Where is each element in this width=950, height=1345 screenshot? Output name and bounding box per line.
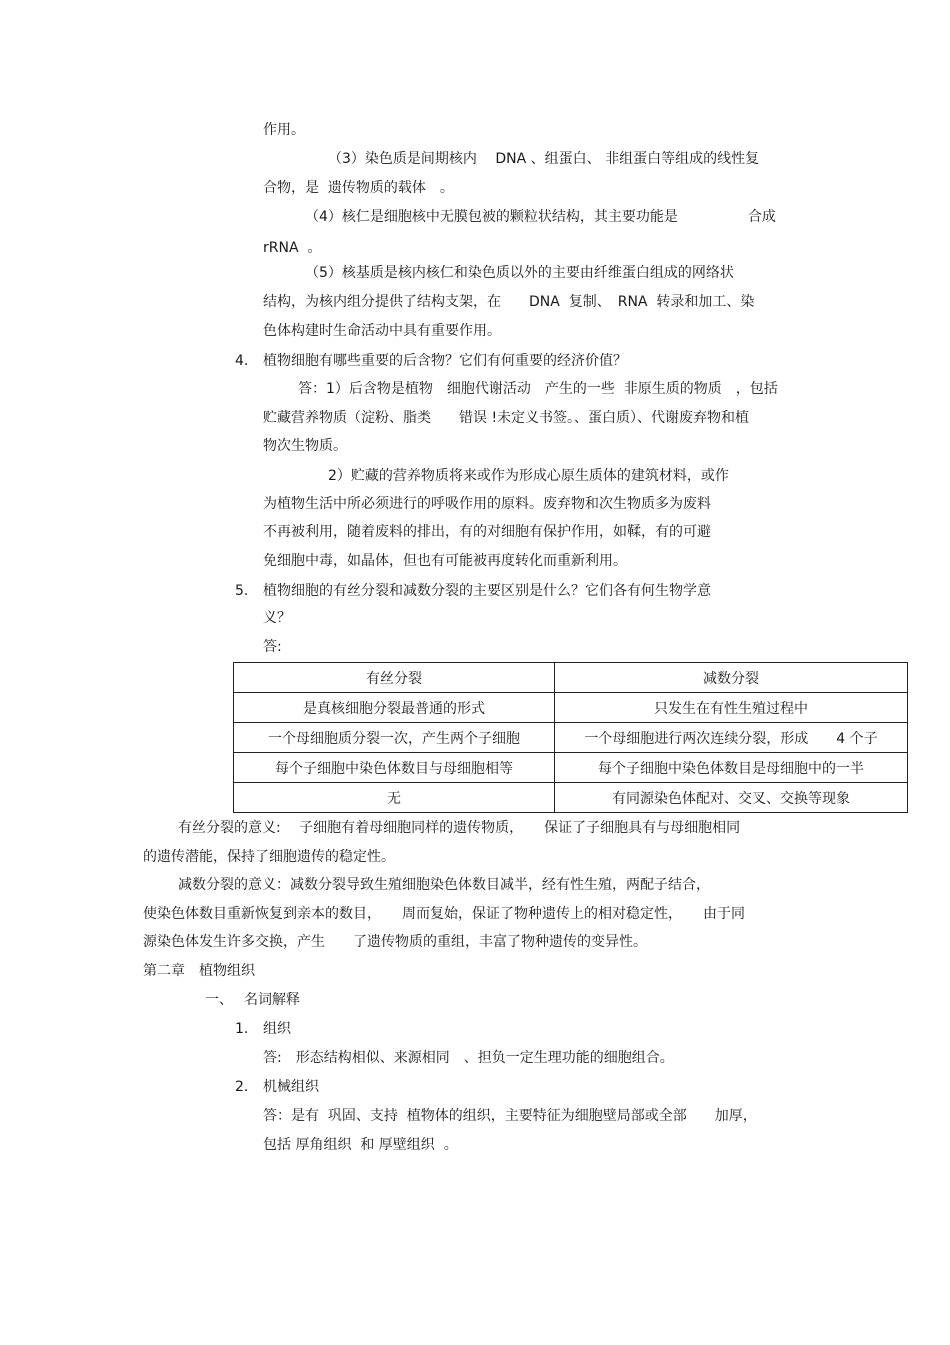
table-cell: 无: [234, 783, 555, 813]
paragraph-line: （5）核基质是核内核仁和染色质以外的主要由纤维蛋白组成的网络状: [305, 265, 734, 281]
table-row: [234, 723, 908, 753]
term-title: 机械组织: [263, 1079, 319, 1095]
answer-line: 不再被利用，随着废料的排出，有的对细胞有保护作用，如鞣，有的可避: [263, 524, 711, 540]
table-cell: 是真核细胞分裂最普通的形式: [234, 693, 555, 723]
paragraph-line: 结构，为核内组分提供了结构支架，在 DNA 复制、 RNA 转录和加工、染: [263, 294, 755, 310]
answer-line: 包括 厚角组织 和 厚壁组织 。: [263, 1137, 458, 1153]
answer-label: 答:: [263, 639, 282, 655]
table-cell: 一个母细胞质分裂一次，产生两个子细胞: [234, 723, 555, 753]
question-number: 4.: [235, 353, 249, 369]
section-heading: 名词解释: [244, 992, 300, 1008]
term-title: 组织: [263, 1021, 291, 1037]
answer-line: 2）贮藏的营养物质将来或作为形成心原生质体的建筑材料，或作: [328, 468, 729, 484]
paragraph-line: （3）染色质是间期核内 DNA 、组蛋白、 非组蛋白等组成的线性复: [328, 151, 760, 167]
table-row: [234, 753, 908, 783]
paragraph-line: 合物，是 遗传物质的载体 。: [263, 180, 454, 196]
table-header-row: [234, 663, 908, 693]
question-text: 义？: [263, 610, 291, 626]
paragraph-line: rRNA 。: [263, 240, 322, 256]
section-number: 一、: [205, 992, 233, 1008]
paragraph-line: 的遗传潜能，保持了细胞遗传的稳定性。: [143, 849, 395, 865]
table-cell: 只发生在有性生殖过程中: [555, 693, 908, 723]
paragraph-line: 减数分裂的意义：减数分裂导致生殖细胞染色体数目减半，经有性生殖，两配子结合，: [178, 877, 710, 893]
table-header: 减数分裂: [555, 663, 908, 693]
table-cell: 每个子细胞中染色体数目是母细胞中的一半: [555, 753, 908, 783]
question-number: 5.: [235, 583, 249, 599]
answer-line: 贮藏营养物质（淀粉、脂类 错误 !未定义书签。、蛋白质）、代谢废弃物和植: [263, 410, 750, 426]
paragraph-line: 有丝分裂的意义: 子细胞有着母细胞同样的遗传物质， 保证了子细胞具有与母细胞相同: [178, 820, 741, 836]
table-cell: 有同源染色体配对、交叉、交换等现象: [555, 783, 908, 813]
answer-line: 为植物生活中所必须进行的呼吸作用的原料。废弃物和次生物质多为废料: [263, 496, 711, 512]
table-cell: 一个母细胞进行两次连续分裂，形成 4 个子: [555, 723, 908, 753]
table-header: 有丝分裂: [234, 663, 555, 693]
comparison-table: [233, 662, 908, 813]
table-row: [234, 783, 908, 813]
chapter-heading: 第二章 植物组织: [143, 963, 255, 979]
paragraph-line: 作用。: [263, 122, 305, 138]
table-cell: 每个子细胞中染色体数目与母细胞相等: [234, 753, 555, 783]
table-row: [234, 693, 908, 723]
answer-line: 免细胞中毒，如晶体，但也有可能被再度转化而重新利用。: [263, 553, 627, 569]
answer-line: 答: 形态结构相似、来源相同 、担负一定生理功能的细胞组合。: [263, 1050, 674, 1066]
answer-line: 答：是有 巩固、支持 植物体的组织，主要特征为细胞壁局部或全部 加厚，: [263, 1108, 757, 1124]
paragraph-line: （4）核仁是细胞核中无膜包被的颗粒状结构，其主要功能是 合成: [305, 209, 776, 225]
paragraph-line: 色体构建时生命活动中具有重要作用。: [263, 323, 501, 339]
term-number: 1.: [235, 1021, 249, 1037]
answer-line: 答：1）后含物是植物 细胞代谢活动 产生的一些 非原生质的物质 ，包括: [298, 381, 778, 397]
question-text: 植物细胞有哪些重要的后含物？它们有何重要的经济价值？: [263, 353, 627, 369]
question-text: 植物细胞的有丝分裂和减数分裂的主要区别是什么？它们各有何生物学意: [263, 583, 711, 599]
paragraph-line: 使染色体数目重新恢复到亲本的数目， 周而复始，保证了物种遗传上的相对稳定性， 由于同: [143, 906, 745, 922]
term-number: 2.: [235, 1079, 249, 1095]
paragraph-line: 源染色体发生许多交换，产生 了遗传物质的重组，丰富了物种遗传的变异性。: [143, 934, 647, 950]
answer-line: 物次生物质。: [263, 438, 347, 454]
